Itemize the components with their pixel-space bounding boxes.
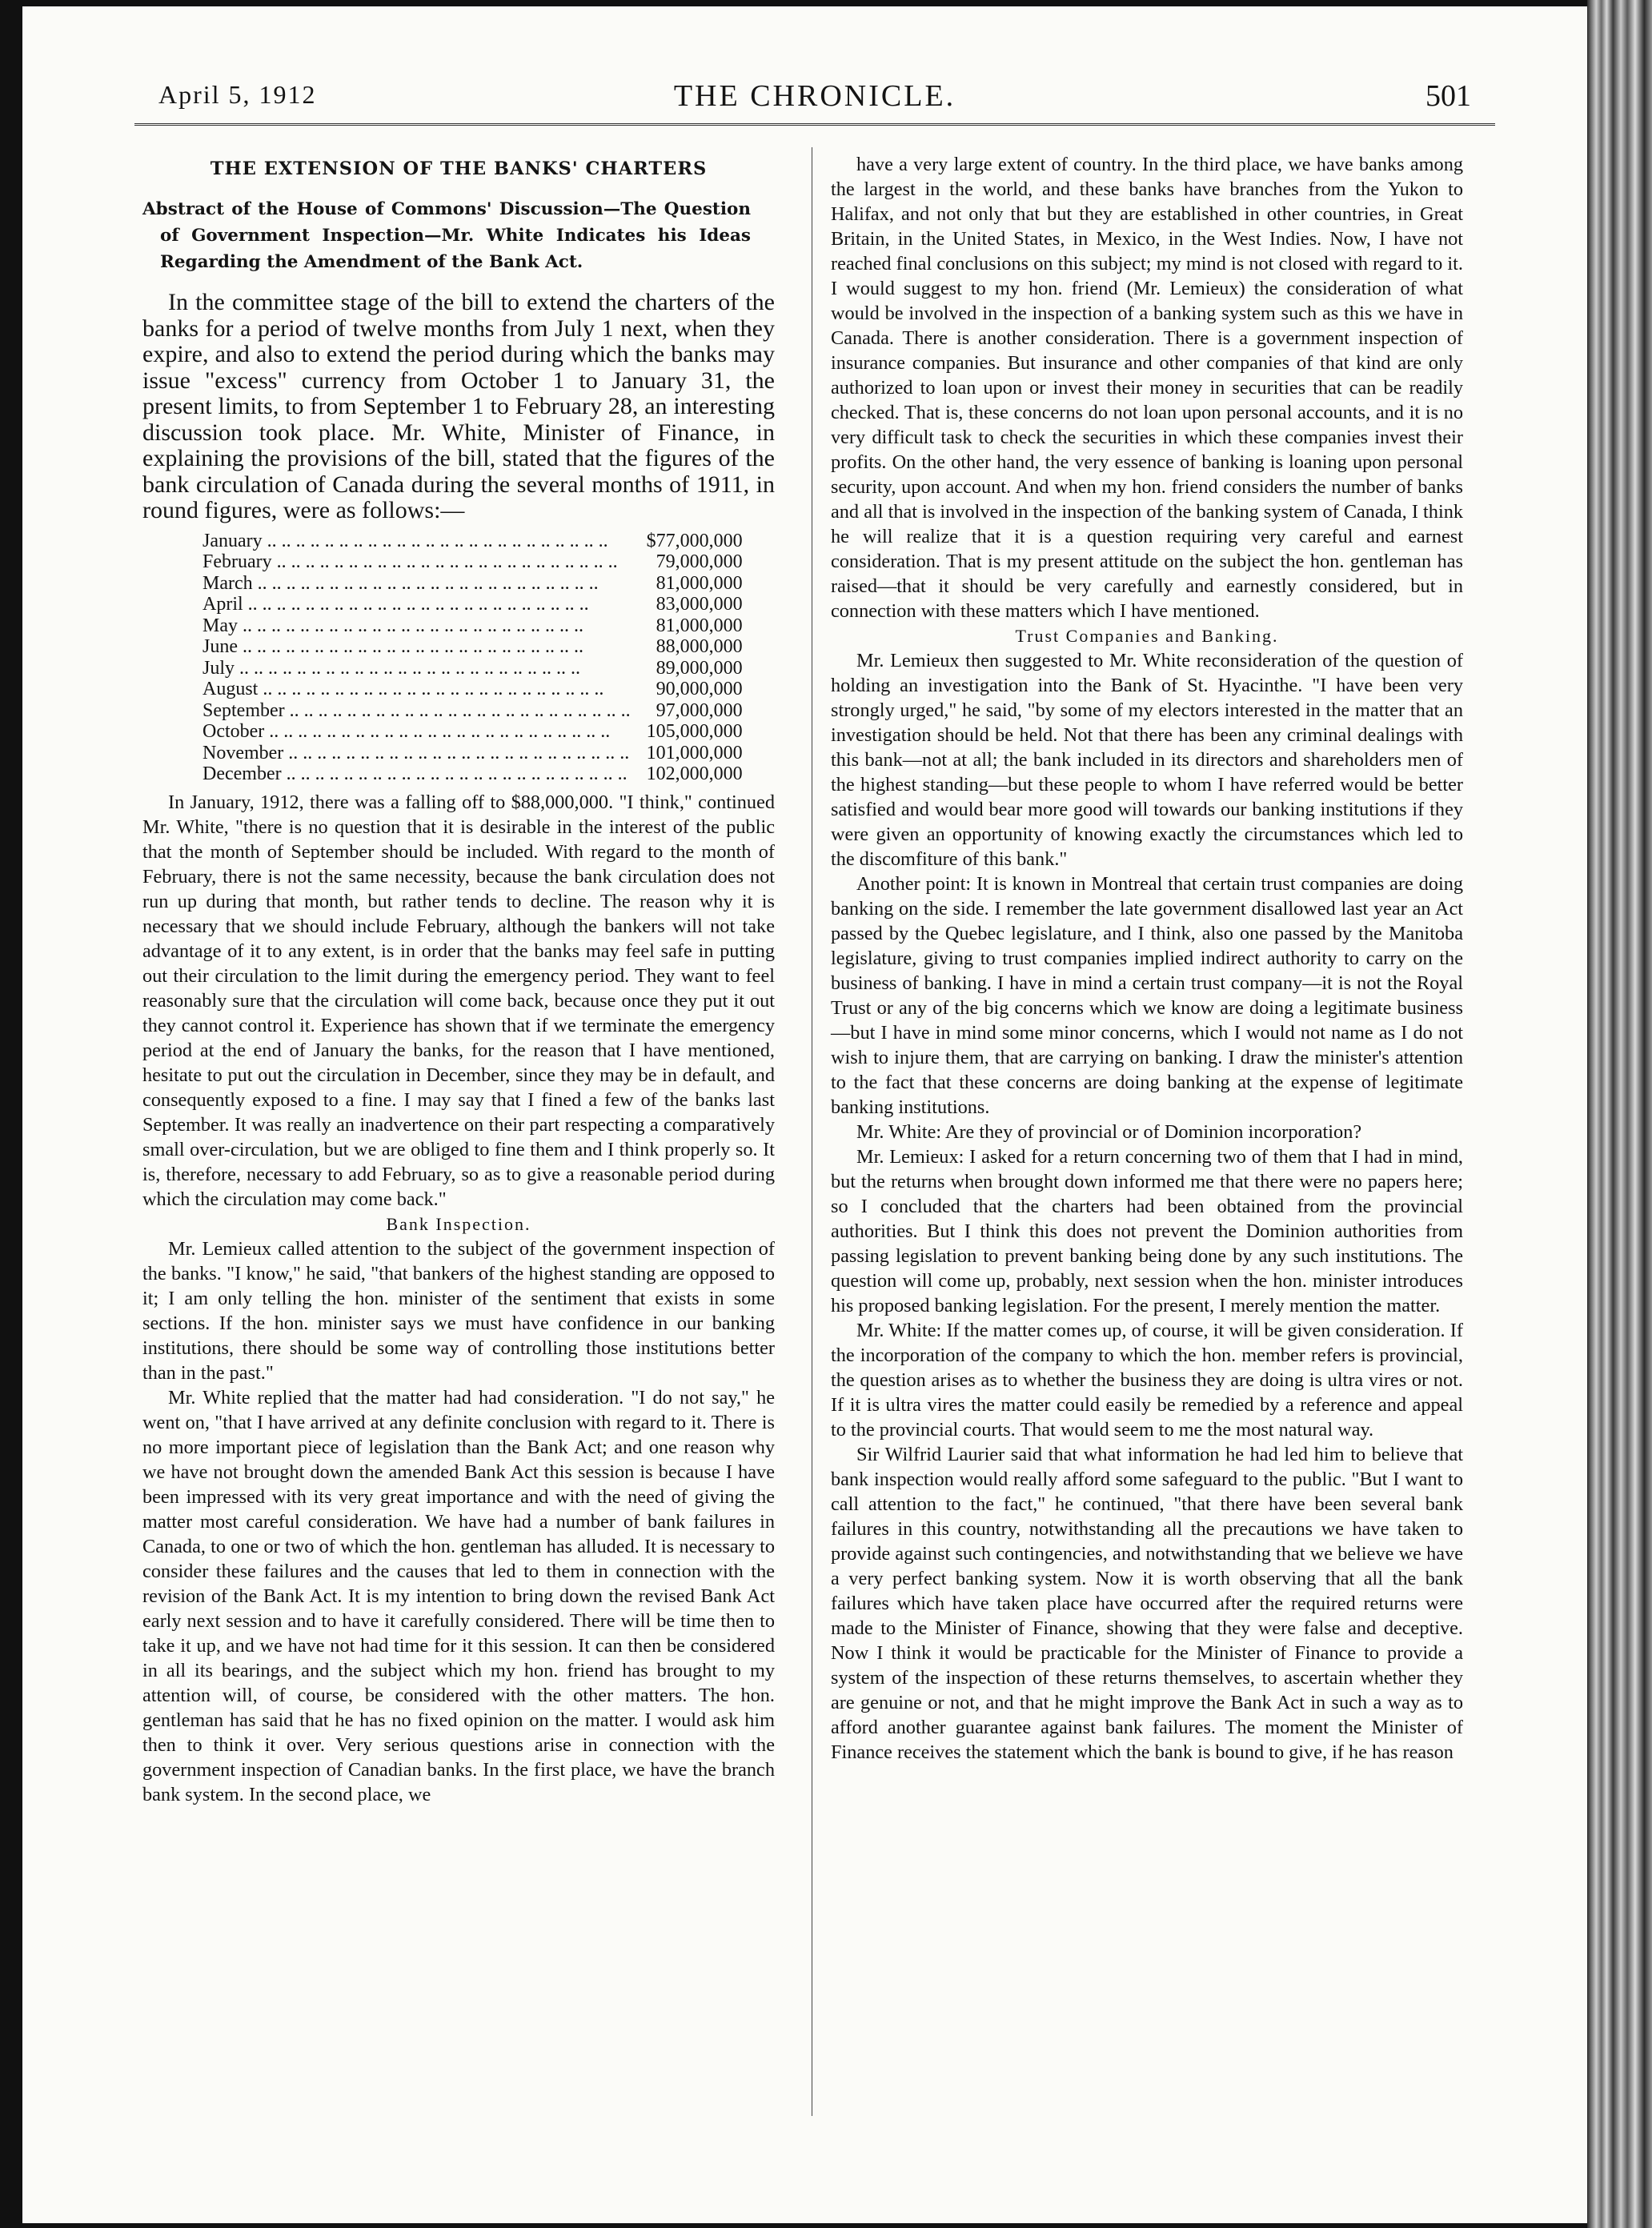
paragraph: Mr. White: Are they of provincial or of Dominion incorporation? xyxy=(856,1121,1362,1143)
figure-row xyxy=(202,743,743,764)
figure-month: August xyxy=(202,679,259,699)
figure-month: March xyxy=(202,572,253,594)
figure-row xyxy=(202,679,743,700)
figure-month: June xyxy=(202,636,238,657)
figure-amount: 89,000,000 xyxy=(656,657,743,679)
page-header xyxy=(158,80,1471,118)
figure-amount: 81,000,000 xyxy=(656,615,743,636)
leader-dots: .. .. .. .. .. .. .. .. .. .. .. .. .. .. .. .. .. .. .. .. .. .. .. .. xyxy=(235,657,581,679)
article-abstract: Abstract of the House of Commons' Discussion—The Question of Government Inspection—Mr. White Indicates his Ideas Regarding the Amendment of the Bank Act. xyxy=(142,199,751,272)
paragraph: Mr. White replied that the matter had had consideration. "I do not say," he went on, "that I have arrived at any definite conclusion with regard to it. There is no more important piece of legislation than the Bank Act; and one reason why we have not brought down the amended Bank Act this session is because I have been impressed with its very great importance and with the need of giving the matter most careful consideration. We have had a number of bank failures in Canada, to one or two of which the hon. gentleman has alluded. It is necessary to consider these failures and the causes that led to them in connection with the revision of the Bank Act. It is my intention to bring down the revised Bank Act early next session and to have it carefully considered. There will be time then to take it up, and we have not had time for it this session. It can then be considered in all its bearings, and the subject which my hon. friend has brought to my attention will, of course, be considered with the other matters. The hon. gentleman has said that he has no fixed opinion on the matter. I would ask him then to think it over. Very serious questions arise in connection with the government inspection of Canadian banks. In the first place, we have the branch bank system. In the second place, we xyxy=(142,1386,775,1805)
right-column xyxy=(831,152,1463,1765)
bank-inspection-paragraphs xyxy=(142,1236,775,1807)
leader-dots: .. .. .. .. .. .. .. .. .. .. .. .. .. .. .. .. .. .. .. .. .. .. .. .. xyxy=(238,615,583,636)
figure-row xyxy=(202,700,743,722)
leader-dots: .. .. .. .. .. .. .. .. .. .. .. .. .. .. .. .. .. .. .. .. .. .. .. .. xyxy=(252,572,599,594)
figure-row xyxy=(202,763,743,785)
right-paragraphs xyxy=(831,152,1463,623)
paragraph: Mr. White: If the matter comes up, of course, it will be given consideration. If the incorporation of the company to which the hon. member refers is provincial, the question arises as to whether the business they are doing is ultra vires or not. If it is ultra vires the matter could easily be remedied by a reference and appeal to the provincial courts. That would seem to me the most natural way. xyxy=(831,1320,1463,1441)
figure-amount: 79,000,000 xyxy=(656,551,743,572)
figure-month: September xyxy=(202,699,285,721)
figure-month: October xyxy=(202,721,265,742)
figure-amount: 105,000,000 xyxy=(646,721,743,742)
figure-amount: 81,000,000 xyxy=(656,572,743,594)
figure-row xyxy=(202,551,743,573)
figure-month: May xyxy=(202,615,238,636)
figure-row xyxy=(202,594,743,615)
left-column xyxy=(142,152,775,1807)
figure-amount: 90,000,000 xyxy=(656,679,743,699)
figure-month: February xyxy=(202,551,272,572)
trust-paragraphs xyxy=(831,648,1463,1765)
figure-month: July xyxy=(202,657,235,679)
issue-date: April 5, 1912 xyxy=(158,80,317,109)
leader-dots: .. .. .. .. .. .. .. .. .. .. .. .. .. .. .. .. .. .. .. .. .. .. .. .. xyxy=(258,679,604,699)
figure-month: December xyxy=(202,763,282,784)
figure-row xyxy=(202,531,743,552)
figure-month: November xyxy=(202,742,284,763)
figure-amount: 101,000,000 xyxy=(646,742,743,763)
figure-row xyxy=(202,573,743,595)
leader-dots: .. .. .. .. .. .. .. .. .. .. .. .. .. .. .. .. .. .. .. .. .. .. .. .. xyxy=(238,636,583,657)
paragraph: In January, 1912, there was a falling off to $88,000,000. "I think," continued Mr. White, "there is no question that it is desirable in the interest of the public that the month of September should be included. With regard to the month of February, there is not the same necessity, because the bank circulation does not run up during that month, but rather tends to decline. The reason why it is necessary that we should include February, although the bankers will not take advantage of it to any extent, is in order that the banks may feel safe in putting out their circulation to the limit during the emergency period. They want to feel reasonably sure that the circulation will come back, because once they put it out they cannot control it. Experience has shown that if we terminate the emergency period at the end of January the banks, for the reason that I have mentioned, hesitate to put out the circulation in December, since they may be in default, and consequently exposed to a fine. I may say that I fined a few of the banks last September. It was really an inadvertence on their part respecting a comparatively small over-circulation, but we are obliged to fine them and I think properly so. It is, therefore, necessary to add February, so as to give a reasonable period during which the circulation may come back." xyxy=(142,791,775,1210)
leader-dots: .. .. .. .. .. .. .. .. .. .. .. .. .. .. .. .. .. .. .. .. .. .. .. .. xyxy=(262,530,608,551)
figure-month: April xyxy=(202,594,243,615)
trust-companies-heading: Trust Companies and Banking. xyxy=(1015,626,1279,646)
leader-dots: .. .. .. .. .. .. .. .. .. .. .. .. .. .. .. .. .. .. .. .. .. .. .. .. xyxy=(271,551,618,572)
article-lead xyxy=(142,290,775,524)
figure-row xyxy=(202,721,743,743)
figure-amount: $77,000,000 xyxy=(646,530,743,551)
newspaper-page xyxy=(22,6,1587,2223)
leader-dots: .. .. .. .. .. .. .. .. .. .. .. .. .. .. .. .. .. .. .. .. .. .. .. .. xyxy=(283,742,630,763)
left-paragraphs xyxy=(142,790,775,1212)
figure-row xyxy=(202,615,743,637)
publication-title: THE CHRONICLE. xyxy=(673,79,956,113)
figure-row xyxy=(202,658,743,679)
figure-amount: 88,000,000 xyxy=(656,636,743,657)
article-title: THE EXTENSION OF THE BANKS' CHARTERS xyxy=(210,158,708,179)
paragraph: Mr. Lemieux then suggested to Mr. White reconsideration of the question of holding an investigation into the Bank of St. Hyacinthe. "I have been very strongly urged," he said, "by some of my electors interested in the matter that an investigation should be held. Not that there has been any criminal dealings with this bank—not at all; the bank included in its directors and shareholders men of the highest standing—but these people to whom I have referred would be better satisfied and would bear more good will towards our banking institutions if they were given an opportunity of knowing exactly the circumstances which led to the discomfiture of this bank." xyxy=(831,650,1463,870)
leader-dots: .. .. .. .. .. .. .. .. .. .. .. .. .. .. .. .. .. .. .. .. .. .. .. .. xyxy=(281,763,628,784)
leader-dots: .. .. .. .. .. .. .. .. .. .. .. .. .. .. .. .. .. .. .. .. .. .. .. .. xyxy=(264,721,611,742)
lead-paragraph: In the committee stage of the bill to extend the charters of the banks for a period of twelve months from July 1 next, when they expire, and also to extend the period during which the banks may issue "excess" currency from October 1 to January 31, the present limits, to from September 1 to February 28, an interesting discussion took place. Mr. White, Minister of Finance, in explaining the provisions of the bill, stated that the figures of the bank circulation of Canada during the several months of 1911, in round figures, were as follows:— xyxy=(142,289,775,523)
paragraph: have a very large extent of country. In the third place, we have banks among the largest in the world, and these banks have branches from the Yukon to Halifax, and not only that but they are established in other countries, in Great Britain, in the United States, in Mexico, in the West Indies. Now, I have not reached final conclusions on this subject; my mind is not closed with regard to it. I would suggest to my hon. friend (Mr. Lemieux) the consideration of what would be involved in the inspection of a banking system such as this we have in Canada. There is another consideration. There is a government inspection of insurance companies. But insurance and other companies of that kind are only authorized to loan upon or invest their money in securities that can be readily checked. That is, these concerns do not loan upon personal accounts, and it is no very difficult task to check the securities in which these companies invest their profits. On the other hand, the very essence of banking is loaning upon personal security, upon account. And when my hon. friend considers the number of banks and all that is involved in the inspection of the banking system of Canada, I think he will realize that it is a question requiring very careful and earnest consideration. That is my present attitude on the subject the hon. gentleman has raised—that it should be very carefully and earnestly considered, but in connection with these matters which I have mentioned. xyxy=(831,154,1463,622)
figure-amount: 83,000,000 xyxy=(656,594,743,615)
figure-month: January xyxy=(202,530,263,551)
paragraph: Mr. Lemieux called attention to the subject of the government inspection of the banks. "I know," he said, "that bankers of the highest standing are opposed to it; I am only telling the hon. minister of the sentiment that exists in some sections. If the hon. minister says we must have confidence in our banking institutions, there should be some way of controlling those institutions better than in the past." xyxy=(142,1237,775,1384)
leader-dots: .. .. .. .. .. .. .. .. .. .. .. .. .. .. .. .. .. .. .. .. .. .. .. .. xyxy=(284,699,631,721)
leader-dots: .. .. .. .. .. .. .. .. .. .. .. .. .. .. .. .. .. .. .. .. .. .. .. .. xyxy=(243,594,589,615)
paragraph: Mr. Lemieux: I asked for a return concerning two of them that I had in mind, but the returns when brought down informed me that there were no papers here; so I concluded that the charters had been obtained from the provincial authorities. But I think this does not prevent the Dominion authorities from passing legislation to prevent banking being done by any such institutions. The question will come up, probably, next session when the hon. minister introduces his proposed banking legislation. For the present, I merely mention the matter. xyxy=(831,1146,1463,1316)
bank-inspection-heading: Bank Inspection. xyxy=(386,1213,531,1234)
figure-amount: 102,000,000 xyxy=(646,763,743,784)
paragraph: Sir Wilfrid Laurier said that what information he had led him to believe that bank inspection would really afford some safeguard to the public. "But I want to call attention to the fact," he continued, "that there have been several bank failures in this country, notwithstanding all the precautions we have taken to provide against such contingencies, and notwithstanding that we believe we have a very perfect banking system. Now it is worth observing that all the bank failures which have taken place have occurred after the required returns were made to the Minister of Finance, showing that they were false and deceptive. Now I think it would be practicable for the Minister of Finance to provide a system of the inspection of these returns themselves, to ascertain whether they are genuine or not, and that he might improve the Bank Act in such a way as to afford another guarantee against bank failures. The moment the Minister of Finance receives the statement which the bank is bound to give, if he has reason xyxy=(831,1444,1463,1763)
paragraph: Another point: It is known in Montreal that certain trust companies are doing banking on the side. I remember the late government disallowed last year an Act passed by the Quebec legislature, and I think, also one passed by the Manitoba legislature, giving to trust companies implied indirect authority to carry on the business of banking. I have in mind a certain trust company—it is not the Royal Trust or any of the big concerns which we know are doing a legitimate business—but I have in mind some minor concerns, which I would not name as I do not wish to injure them, that are carrying on banking. I draw the minister's attention to the fact that these concerns are doing banking at the expense of legitimate banking institutions. xyxy=(831,873,1463,1118)
figure-row xyxy=(202,636,743,658)
page-number: 501 xyxy=(1425,79,1471,113)
book-binding-edge xyxy=(1587,0,1652,2228)
header-rule xyxy=(134,123,1495,129)
figure-amount: 97,000,000 xyxy=(656,699,743,721)
circulation-figures-table xyxy=(202,531,743,785)
